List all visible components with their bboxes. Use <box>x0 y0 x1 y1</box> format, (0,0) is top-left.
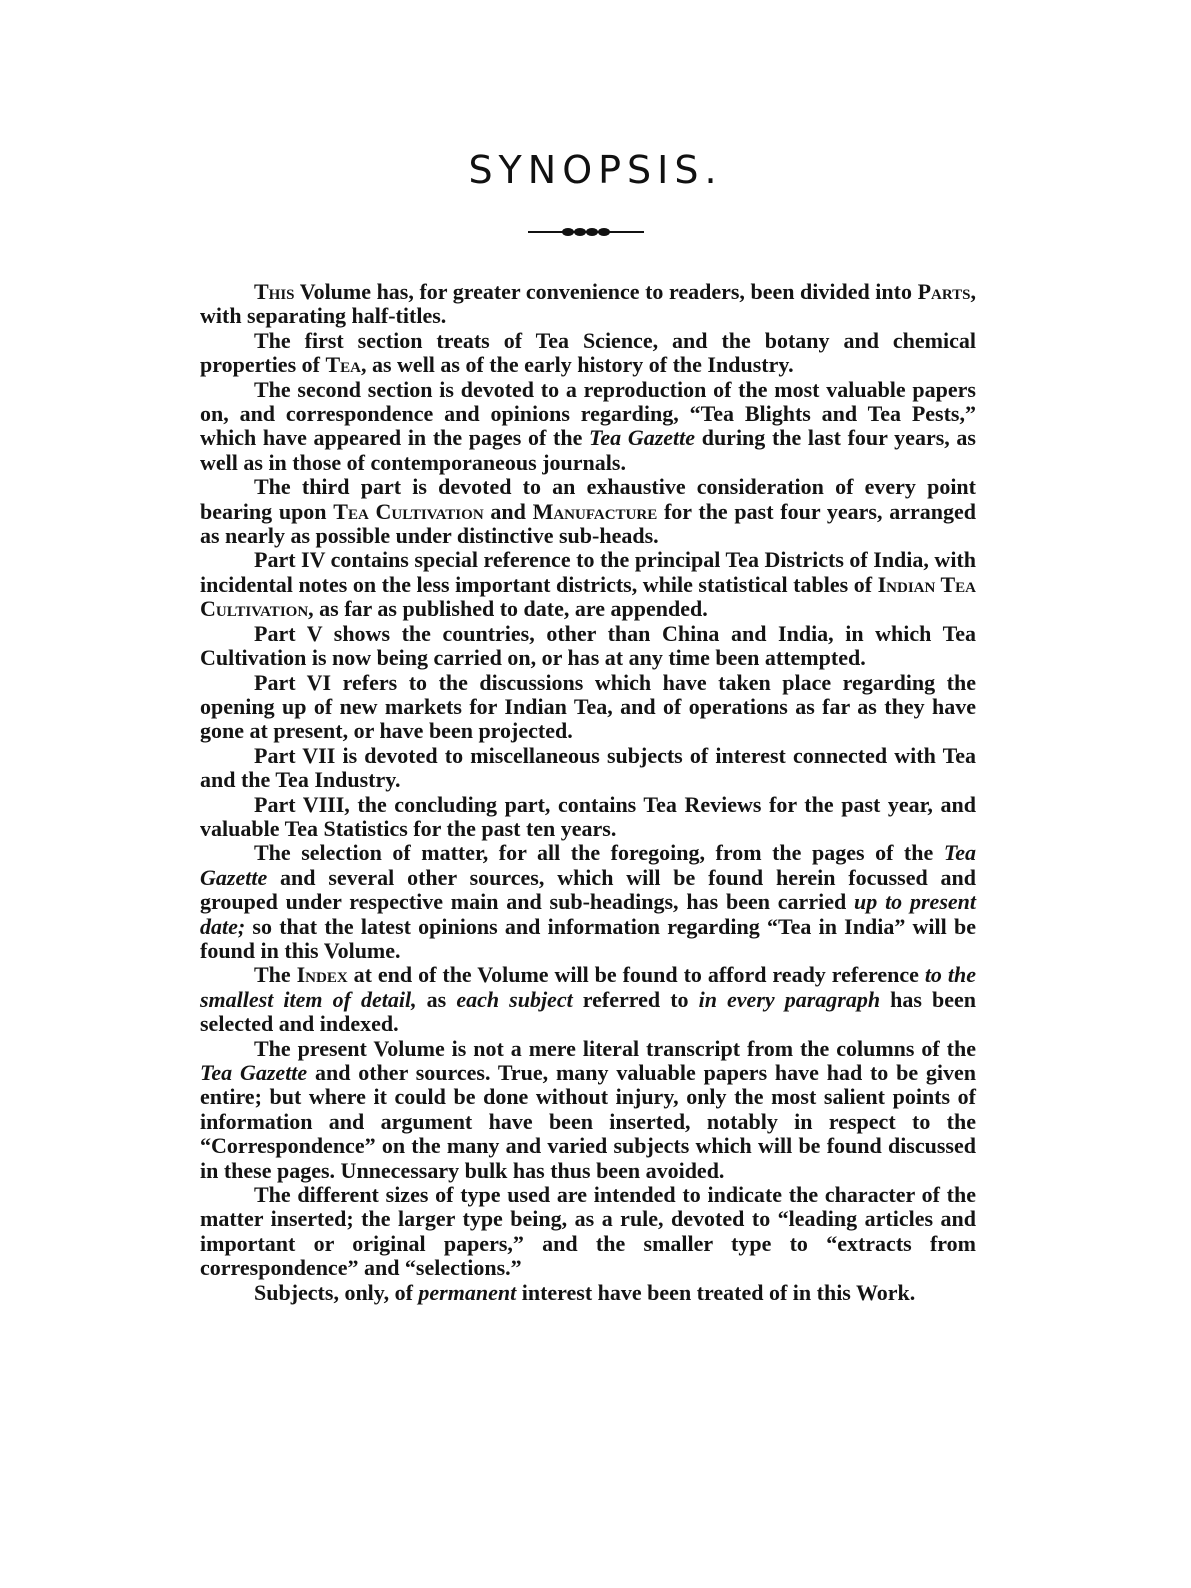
paragraph-1: This Volume has, for greater convenience to readers, been divided into Parts, with separating half-titles. <box>200 279 976 329</box>
paragraph-3: The second section is devoted to a reproduction of the most valuable papers on, and correspondence and opinions regarding, “Tea Blights and Tea Pests,” which have appeared in the pages of the Tea Gazette during the last four years, as well as in those of contemporaneous journals. <box>200 376 976 475</box>
emphasis-every-paragraph: in every paragraph <box>698 986 881 1012</box>
emphasis-tea-gazette: Tea Gazette <box>200 1060 308 1085</box>
emphasis-smallest-item: to the smallest item of detail, <box>200 962 976 1012</box>
emphasis-tea: Tea <box>325 352 361 378</box>
paragraph-11: The Index at end of the Volume will be found to afford ready reference to the smallest item of detail, as each subject referred to in every paragraph has been selected and indexed. <box>200 962 977 1037</box>
paragraph-5: Part IV contains special reference to the principal Tea Districts of India, with incidental notes on the less important districts, while statistical tables of Indian Tea Cultivation, as far as published to date, are appended. <box>200 547 976 622</box>
emphasis-up-to-present-date: up to present date; <box>200 889 976 939</box>
emphasis-index: Index <box>296 962 348 988</box>
paragraph-13: The different sizes of type used are intended to indicate the character of the matter inserted; the larger type being, as a rule, devoted to “leading articles and important or original papers,” and the smaller type to “extracts from correspondence” and “selections.” <box>200 1182 976 1281</box>
emphasis-each-subject: each subject <box>456 986 573 1012</box>
paragraph-6: Part V shows the countries, other than China and India, in which Tea Cultivation is now being carried on, or has at any time been attempted. <box>200 620 976 671</box>
synopsis-body <box>200 280 976 1305</box>
emphasis-permanent: permanent <box>418 1279 517 1305</box>
paragraph-9: Part VIII, the concluding part, contains Tea Reviews for the past year, and valuable Tea Statistics for the past ten years. <box>200 791 976 841</box>
paragraph-10: The selection of matter, for all the foregoing, from the pages of the Tea Gazette and several other sources, which will be found herein focussed and grouped under respective main and sub-headings, has been carried up to present date; so that the latest opinions and information regarding “Tea in India” will be found in this Volume. <box>200 840 976 963</box>
emphasis-parts: Parts <box>917 279 971 304</box>
emphasis-manufacture: Manufacture <box>532 498 658 524</box>
paragraph-12: The present Volume is not a mere literal transcript from the columns of the Tea Gazette and other sources. True, many valuable papers have had to be given entire; but where it could be done without injury, only the most salient points of information and argument have been inserted, notably in respect to the “Correspondence” on the many and varied subjects which will be found discussed in these pages. Unnecessary bulk has thus been avoided. <box>200 1035 976 1183</box>
emphasis-indian-tea-cultivation: Indian Tea Cultivation <box>200 571 976 622</box>
paragraph-8: Part VII is devoted to miscellaneous subjects of interest connected with Tea and the Tea Industry. <box>200 742 976 793</box>
paragraph-4: The third part is devoted to an exhaustive consideration of every point bearing upon Tea Cultivation and Manufacture for the past four years, arranged as nearly as possible under distinctive sub-heads. <box>200 474 976 549</box>
emphasis-tea-gazette: Tea Gazette <box>200 840 976 890</box>
emphasis-tea-gazette: Tea Gazette <box>589 425 696 451</box>
page-title: SYNOPSIS. <box>468 148 723 192</box>
emphasis-this: This <box>254 279 295 304</box>
emphasis-tea-cultivation: Tea Cultivation <box>333 498 484 524</box>
paragraph-14: Subjects, only, of permanent interest have been treated of in this Work. <box>254 1279 916 1305</box>
ornamental-divider-icon <box>528 224 644 240</box>
paragraph-7: Part VI refers to the discussions which have taken place regarding the opening up of new markets for Indian Tea, and of operations as far as they have gone at present, or have been projected. <box>200 669 976 744</box>
paragraph-2: The first section treats of Tea Science, and the botany and chemical properties of Tea, as well as of the early history of the Industry. <box>200 327 976 378</box>
